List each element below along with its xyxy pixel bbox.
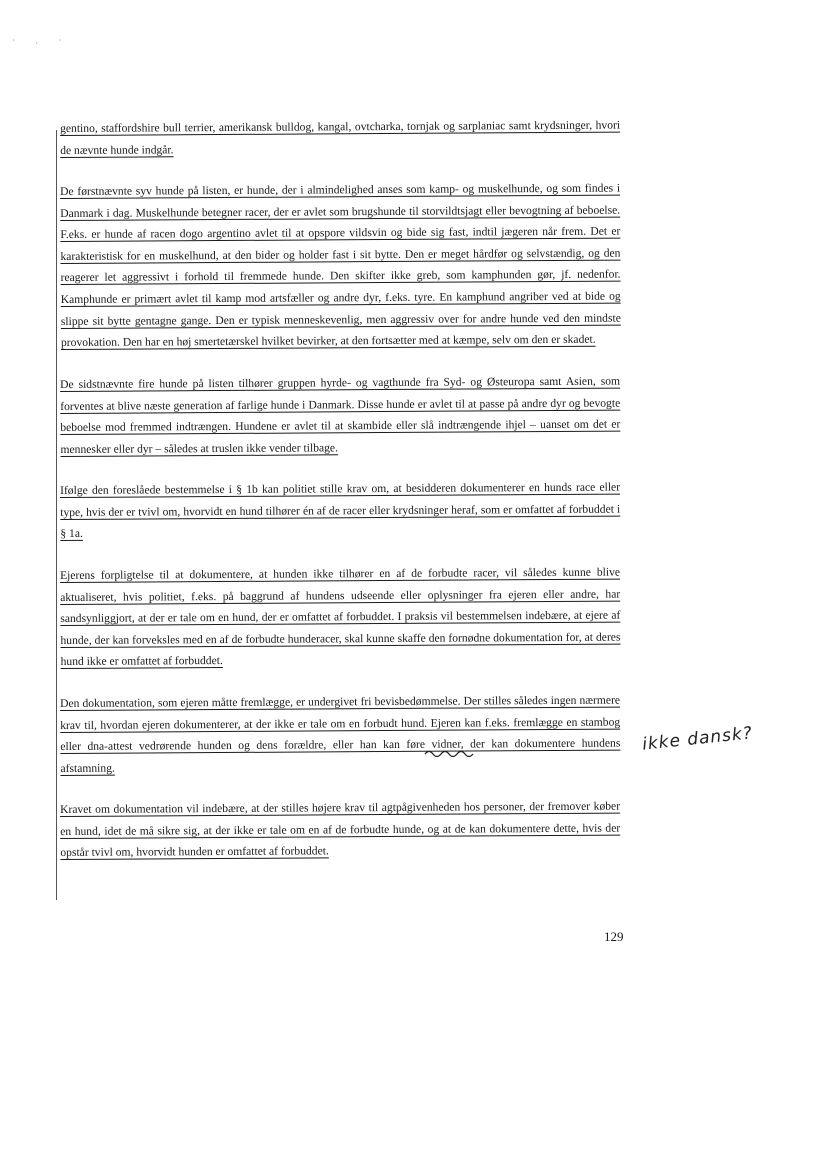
margin-bar bbox=[56, 130, 57, 900]
page-number: 129 bbox=[604, 929, 624, 944]
paragraph: Ifølge den foreslåede bestemmelse i § 1b kan politiet stille krav om, at besidderen dokumenterer en hunds race eller type, hvis der er tvivl om, hvorvidt en hund tilhører én af de racer eller krydsninger heraf, som er omfattet af forbuddet i § 1a. bbox=[60, 480, 621, 541]
handwritten-margin-note bbox=[641, 723, 760, 757]
document-body bbox=[60, 118, 620, 884]
paragraph: gentino, staffordshire bull terrier, amerikansk bulldog, kangal, ovtcharka, tornjak og sarplaniac samt krydsninger, hvori de nævnte hunde indgår. bbox=[60, 118, 621, 157]
paragraph: Den dokumentation, som ejeren måtte fremlægge, er undergivet fri bevisbedømmelse. Der stilles således ingen nærmere krav til, hvordan ejeren dokumenterer, at der ikke er tale om en forbudt hund. Ejeren kan f.eks. fremlægge en stambog eller dna-attest vedrørende hunden og dens forældre, eller han kan føre vidner, der kan dokumentere hundens afstamning. bbox=[60, 693, 621, 775]
scan-specks: ˙ · ˙ bbox=[12, 38, 71, 48]
paragraph: De sidstnævnte fire hunde på listen tilhører gruppen hyrde- og vagthunde fra Syd- og Østeuropa samt Asien, som forventes at blive næste generation af farlige hunde i Danmark. Disse hunde er avlet til at passe på andre dyr og bevogte beboelse mod fremmed indtrængen. Hundene er avlet til at skambide eller slå indtrængende ihjel – uanset om det er mennesker eller dyr – således at truslen ikke vender tilbage. bbox=[60, 374, 621, 456]
handwritten-squiggle bbox=[424, 748, 474, 758]
paragraph: Kravet om dokumentation vil indebære, at der stilles højere krav til agtpågivenheden hos personer, der fremover køber en hund, idet de må sikre sig, at der ikke er tale om en af de forbudte hunde, og at de kan dokumentere dette, hvis der opstår tvivl om, hvorvidt hunden er omfattet af forbuddet. bbox=[60, 800, 621, 860]
handwritten-note-text: ikke dansk? bbox=[641, 723, 754, 755]
paragraph: Ejerens forpligtelse til at dokumentere, at hunden ikke tilhører en af de forbudte racer, vil således kunne blive aktualiseret, hvis politiet, f.eks. på baggrund af hundens udseende eller oplysninger fra ejeren eller andre, har sandsynliggjort, at der er tale om en hund, der er omfattet af forbuddet. I praksis vil bestemmelsen indebære, at ejere af hunde, der kan forveksles med en af de forbudte hunderacer, skal kunne skaffe den fornødne dokumentation for, at deres hund ikke er omfattet af forbuddet. bbox=[60, 565, 621, 669]
paragraph: De førstnævnte syv hunde på listen, er hunde, der i almindelighed anses som kamp- og muskelhunde, og som findes i Danmark i dag. Muskelhunde betegner racer, der er avlet som brugshunde til storvildtsjagt eller bevogtning af beboelse. F.eks. er hunde af racen dogo argentino avlet til at opspore vildsvin og bide sig fast, indtil jægeren når frem. Det er karakteristisk for en muskelhund, at den bider og holder fast i sit bytte. Den er meget hårdfør og selvstændig, og den reagerer let aggressivt i forhold til fremmede hunde. Den skifter ikke greb, som kamphunden gør, jf. nedenfor. Kamphunde er primært avlet til kamp mod artsfæller og andre dyr, f.eks. tyre. En kamphund angriber ved at bide og slippe sit bytte gentagne gange. Den er typisk menneskevenlig, men aggressiv over for andre hunde ved den mindste provokation. Den har en høj smertetærskel hvilket bevirker, at den fortsætter med at kæmpe, selv om den er skadet. bbox=[60, 181, 621, 350]
